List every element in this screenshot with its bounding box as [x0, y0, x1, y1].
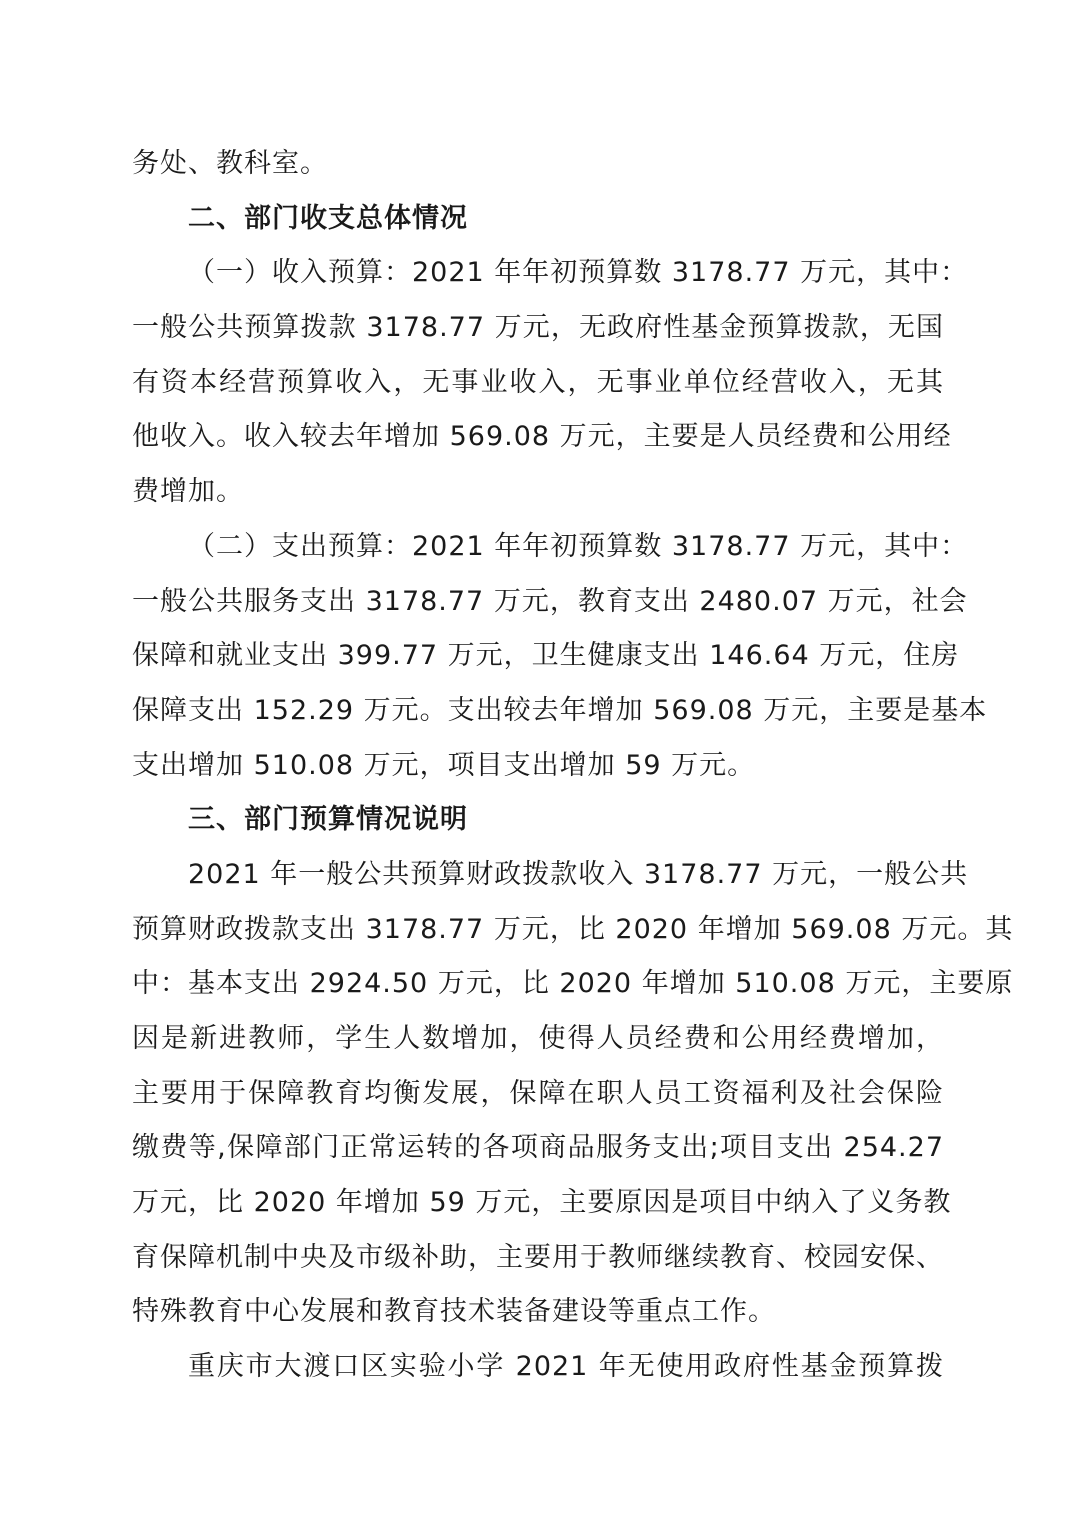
- text-line: 预算财政拨款支出 3178.77 万元，比 2020 年增加 569.08 万元。其: [132, 913, 1014, 945]
- text-line: 重庆市大渡口区实验小学 2021 年无使用政府性基金预算拨: [188, 1351, 944, 1383]
- section-heading-2: 二、部门收支总体情况: [188, 202, 468, 234]
- text-line: 万元，比 2020 年增加 59 万元，主要原因是项目中纳入了义务教: [132, 1187, 952, 1219]
- text-line: 他收入。收入较去年增加 569.08 万元，主要是人员经费和公用经: [132, 421, 952, 453]
- text-line: 育保障机制中央及市级补助，主要用于教师继续教育、校园安保、: [132, 1241, 944, 1273]
- text-line: 支出增加 510.08 万元，项目支出增加 59 万元。: [132, 749, 756, 781]
- text-line: 有资本经营预算收入，无事业收入，无事业单位经营收入，无其: [132, 366, 944, 398]
- text-line: 费增加。: [132, 476, 244, 508]
- text-line: 中：基本支出 2924.50 万元，比 2020 年增加 510.08 万元，主要原: [132, 968, 1014, 1000]
- text-line: 特殊教育中心发展和教育技术装备建设等重点工作。: [132, 1296, 776, 1328]
- text-line: 保障和就业支出 399.77 万元，卫生健康支出 146.64 万元，住房: [132, 640, 960, 672]
- text-line: （二）支出预算：2021 年年初预算数 3178.77 万元，其中：: [188, 530, 969, 562]
- text-line: 一般公共预算拨款 3178.77 万元，无政府性基金预算拨款，无国: [132, 312, 944, 344]
- text-line: 2021 年一般公共预算财政拨款收入 3178.77 万元，一般公共: [188, 858, 969, 890]
- section-heading-3: 三、部门预算情况说明: [188, 804, 468, 836]
- text-line: 因是新进教师，学生人数增加，使得人员经费和公用经费增加，: [132, 1023, 944, 1054]
- text-line: 保障支出 152.29 万元。支出较去年增加 569.08 万元，主要是基本: [132, 694, 988, 726]
- text-line: （一）收入预算：2021 年年初预算数 3178.77 万元，其中：: [188, 257, 969, 289]
- text-line: 务处、教科室。: [132, 148, 328, 179]
- text-line: 缴费等,保障部门正常运转的各项商品服务支出;项目支出 254.27: [132, 1132, 944, 1164]
- document-body: [132, 137, 1014, 1395]
- text-line: 一般公共服务支出 3178.77 万元，教育支出 2480.07 万元，社会: [132, 585, 968, 617]
- text-line: 主要用于保障教育均衡发展，保障在职人员工资福利及社会保险: [132, 1077, 944, 1109]
